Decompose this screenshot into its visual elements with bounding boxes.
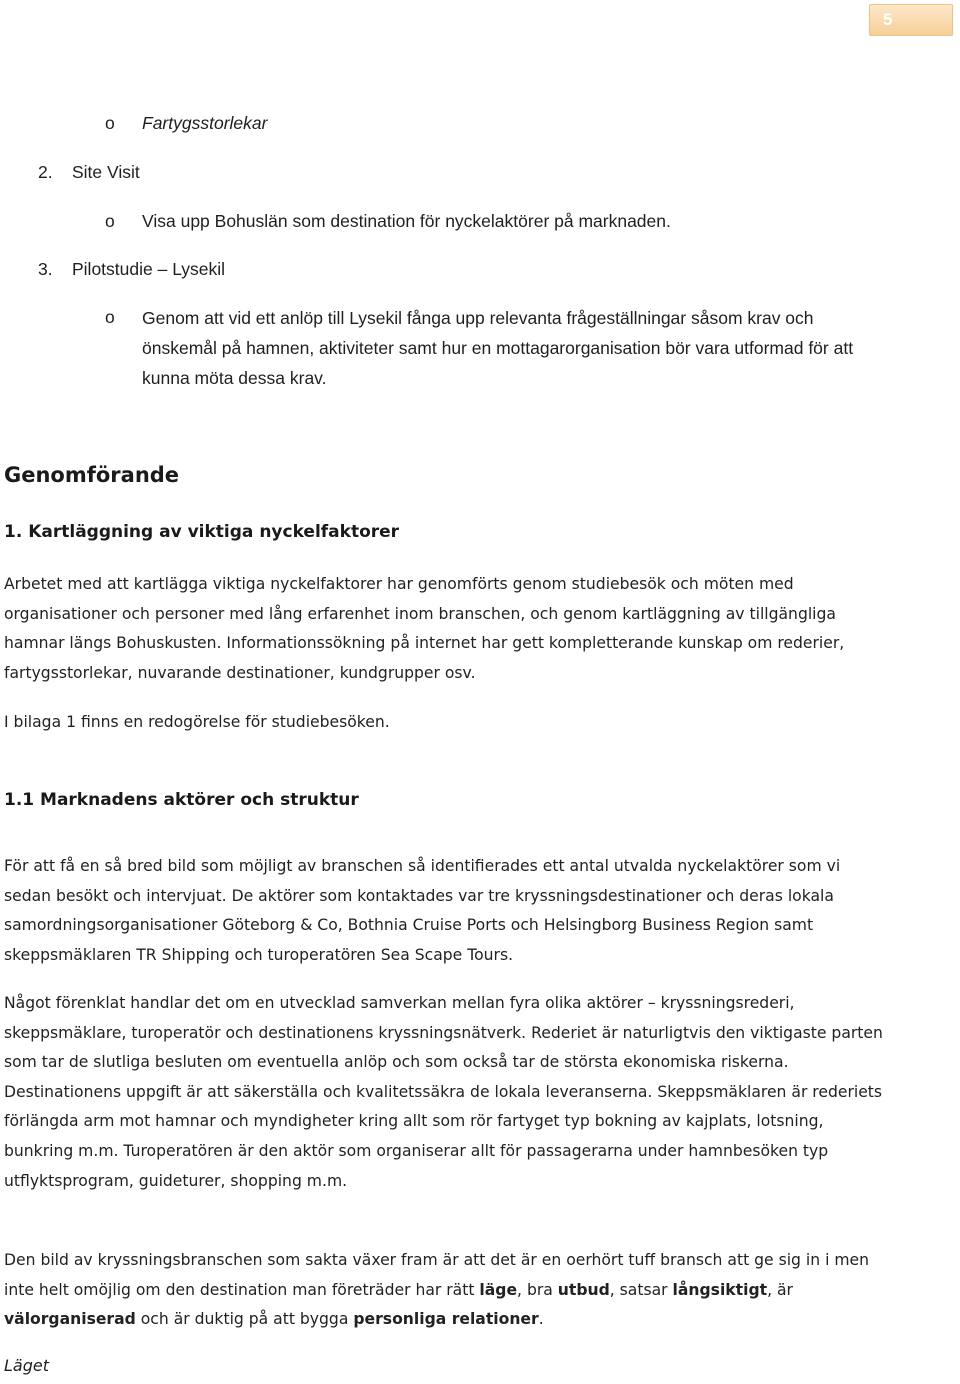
bold-term-personliga-relationer: personliga relationer [353,1310,539,1329]
list-bullet: o [105,113,115,133]
list-subitem-fartygsstorlekar: Fartygsstorlekar [142,113,268,133]
text-segment: . [538,1310,544,1329]
section-heading-marknadens-aktorer: 1.1 Marknadens aktörer och struktur [4,790,359,810]
paragraph-kryssningsbranschen [4,1246,884,1335]
text-segment: , bra [517,1280,558,1299]
paragraph-kartlaggning: Arbetet med att kartlägga viktiga nyckelfaktorer har genomförts genom studiebesök och möten med organisationer och personer med lång erfarenhet inom branschen, och genom kartläggning av tillgängliga hamnar längs Bohuskusten. Informationssökning på internet har gett kompletterande kunskap om rederier, fartygsstorlekar, nuvarande destinationer, kundgrupper osv. [4,575,845,682]
list-item-pilotstudie: Pilotstudie – Lysekil [72,259,226,279]
section-heading-kartlaggning: 1. Kartläggning av viktiga nyckelfaktorer [4,522,400,542]
list-subitem-site-visit: Visa upp Bohuslän som destination för nyckelaktörer på marknaden. [142,211,671,231]
paragraph-nyckelaktorer: För att få en så bred bild som möjligt av branschen så identifierades ett antal utvalda nyckelaktörer som vi sedan besökt och intervjuat. De aktörer som kontaktades var tre kryssningsdestinationer och deras lokala samordningsorganisationer Göteborg & Co, Bothnia Cruise Ports och Helsingborg Business Region samt skeppsmäklaren TR Shipping och turoperatören Sea Scape Tours. [4,857,841,964]
list-bullet: o [105,307,115,327]
list-subitem-pilotstudie: Genom att vid ett anlöp till Lysekil fånga upp relevanta frågeställningar såsom krav och önskemål på hamnen, aktiviteter samt hur en mottagarorganisation bör vara utformad för att kunna möta dessa krav. [142,308,854,388]
paragraph-bilaga: I bilaga 1 finns en redogörelse för studiebesöken. [4,713,390,731]
paragraph-samverkan: Något förenklat handlar det om en utvecklad samverkan mellan fyra olika aktörer – kryssningsrederi, skeppsmäklare, turoperatör och destinationens kryssningsnätverk. Rederiet är naturligtvis den viktigaste parten som tar de slutliga besluten om eventuella anlöp och som också tar de största ekonomiska riskerna. Destinationens uppgift är att säkerställa och kvalitetssäkra de lokala leveranserna. Skeppsmäklaren är rederiets förlängda arm mot hamnar och myndigheter kring allt som rör fartyget typ bokning av kajplats, lotsning, bunkring m.m. Turoperatören är den aktör som organiserar allt för passagerarna under hamnbesöken typ utflyktsprogram, guideturer, shopping m.m. [4,994,883,1190]
bold-term-langsiktigt: långsiktigt [672,1280,768,1299]
subheading-laget: Läget [4,1356,49,1375]
text-segment: Den bild av kryssningsbranschen som sakta växer fram är att det är en oerhört tuff bransch att ge sig in i men inte helt omöjlig om den destination man företräder har rätt [4,1251,870,1299]
list-number-2: 2. [38,162,53,182]
text-segment: , satsar [609,1280,673,1299]
heading-genomforande: Genomförande [4,463,180,487]
text-segment: och är duktig på att bygga [135,1310,354,1329]
bold-term-lage: läge [479,1280,518,1299]
bold-term-valorganiserad: välorganiserad [4,1310,136,1329]
bold-term-utbud: utbud [557,1280,610,1299]
list-number-3: 3. [38,259,53,279]
text-segment: , är [767,1280,793,1299]
page-number-badge: 5 [869,4,953,36]
list-item-site-visit: Site Visit [72,162,140,182]
list-bullet: o [105,211,115,231]
